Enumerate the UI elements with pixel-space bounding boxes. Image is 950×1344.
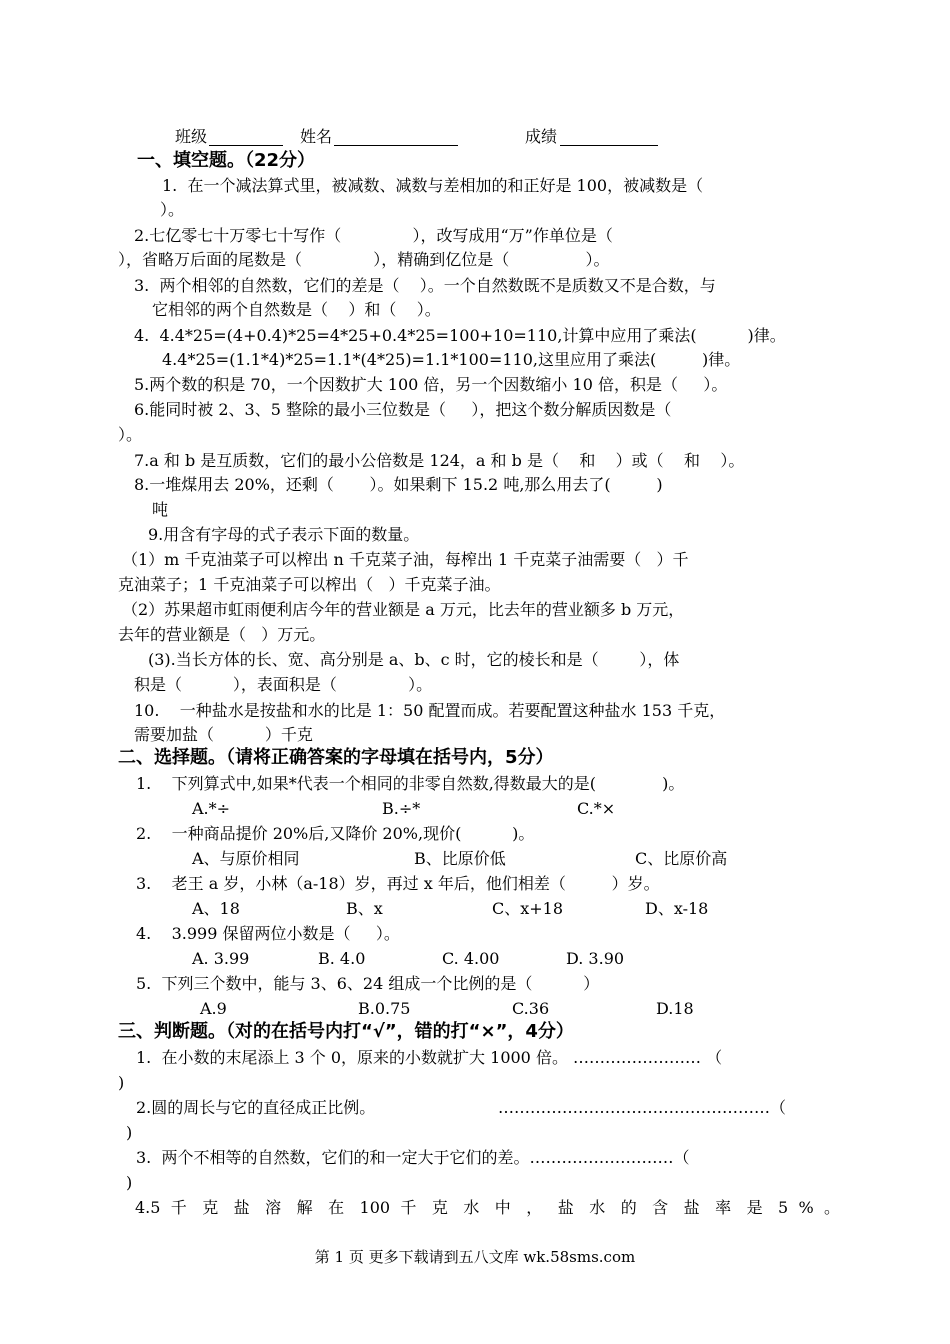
choice-option: D.18 — [656, 999, 694, 1018]
choice-option: D、x-18 — [645, 899, 709, 918]
fill-line: ）。 — [160, 200, 185, 219]
fill-line: 3. 两个相邻的自然数，它们的差是（ ）。一个自然数既不是质数又不是合数，与 — [134, 276, 716, 295]
fill-line: 10. 一种盐水是按盐和水的比是 1：50 配置而成。若要配置这种盐水 153 千克， — [134, 701, 726, 720]
fill-line: 4. 4.4*25=(4+0.4)*25=4*25+0.4*25=100+10=110,计算中应用了乘法( )律。 — [134, 326, 786, 345]
choice-option: B、比原价低 — [414, 849, 506, 868]
judge-line: 3. 两个不相等的自然数，它们的和一定大于它们的差。………………………（ — [136, 1148, 690, 1167]
page-footer: 第 1 页 更多下载请到五八文库 wk.58sms.com — [314, 1248, 636, 1266]
section-fill-title: 一、填空题。（22分） — [137, 150, 316, 171]
fill-line: 积是（ ），表面积是（ ）。 — [134, 675, 433, 694]
fill-line: 7.a 和 b 是互质数，它们的最小公倍数是 124，a 和 b 是（ 和 ）或（ 和 ）。 — [134, 451, 745, 470]
judge-line: 4.5 千 克 盐 溶 解 在 100 千 克 水 中 ， 盐 水 的 含 盐 率 是 5 % 。 — [135, 1198, 840, 1217]
fill-line: ），省略万后面的尾数是（ ），精确到亿位是（ ）。 — [118, 250, 610, 269]
fill-line: 4.4*25=(1.1*4)*25=1.1*(4*25)=1.1*100=110,这里应用了乘法( )律。 — [162, 350, 741, 369]
choice-option: C、x+18 — [492, 899, 564, 918]
choice-question: 3. 老王 a 岁，小林（a-18）岁，再过 x 年后，他们相差（ ）岁。 — [136, 874, 660, 893]
choice-option: A.*÷ — [192, 799, 231, 818]
choice-option: D. 3.90 — [566, 949, 625, 968]
choice-option: A. 3.99 — [192, 949, 250, 968]
fill-line: 1. 在一个减法算式里，被减数、减数与差相加的和正好是 100，被减数是（ — [162, 176, 704, 195]
fill-line: 9.用含有字母的式子表示下面的数量。 — [148, 525, 420, 544]
choice-option: A.9 — [200, 999, 227, 1018]
fill-line: 它相邻的两个自然数是（ ）和（ ）。 — [152, 300, 441, 319]
judge-line: ) — [118, 1073, 125, 1092]
choice-question: 1. 下列算式中,如果*代表一个相同的非零自然数,得数最大的是( )。 — [136, 774, 685, 793]
name-blank[interactable] — [334, 145, 458, 146]
fill-line: 需要加盐（ ）千克 — [134, 725, 313, 744]
judge-line: 2.圆的周长与它的直径成正比例。 — [136, 1098, 376, 1117]
choice-option: C. 4.00 — [442, 949, 500, 968]
fill-line: 6.能同时被 2、3、5 整除的最小三位数是（ ），把这个数分解质因数是（ — [134, 400, 672, 419]
section-judge-title: 三、判断题。（对的在括号内打“√”，错的打“×”，4分） — [118, 1021, 574, 1042]
fill-line: 5.两个数的积是 70，一个因数扩大 100 倍，另一个因数缩小 10 倍，积是（ ）。 — [134, 375, 728, 394]
fill-line: （2）苏果超市虹雨便利店今年的营业额是 a 万元，比去年的营业额多 b 万元， — [122, 600, 685, 619]
class-label: 班级 — [175, 127, 208, 146]
choice-option: C.*× — [577, 799, 616, 818]
fill-line: 克油菜子；1 千克油菜子可以榨出（ ）千克菜子油。 — [118, 575, 501, 594]
fill-line: 吨 — [152, 500, 169, 519]
fill-line: （1）m 千克油菜子可以榨出 n 千克菜子油，每榨出 1 千克菜子油需要（ ）千 — [122, 550, 689, 569]
choice-option: B.0.75 — [358, 999, 411, 1018]
choice-question: 5. 下列三个数中，能与 3、6、24 组成一个比例的是（ ） — [136, 974, 600, 993]
judge-line: ) — [126, 1173, 133, 1192]
fill-line: 去年的营业额是（ ）万元。 — [118, 625, 326, 644]
fill-line: 8.一堆煤用去 20%，还剩（ ）。如果剩下 15.2 吨,那么用去了( ) — [134, 475, 663, 494]
choice-option: C、比原价高 — [635, 849, 728, 868]
choice-option: B.÷* — [382, 799, 421, 818]
judge-line: ……………………………………………（ — [498, 1098, 787, 1117]
choice-option: A、18 — [192, 899, 240, 918]
choice-option: B、x — [346, 899, 383, 918]
section-choice-title: 二、选择题。（请将正确答案的字母填在括号内，5分） — [118, 747, 554, 768]
choice-option: A、与原价相同 — [192, 849, 300, 868]
fill-line: (3).当长方体的长、宽、高分别是 a、b、c 时，它的棱长和是（ ），体 — [148, 650, 680, 669]
class-blank[interactable] — [209, 145, 283, 146]
judge-line: 1. 在小数的末尾添上 3 个 0，原来的小数就扩大 1000 倍。 …………………… （ — [136, 1048, 723, 1067]
judge-line: ) — [126, 1123, 133, 1142]
score-blank[interactable] — [560, 145, 658, 146]
score-label: 成绩 — [525, 127, 558, 146]
fill-line: 2.七亿零七十万零七十写作（ ），改写成用“万”作单位是（ — [134, 226, 613, 245]
choice-option: C.36 — [512, 999, 550, 1018]
fill-line: ）。 — [118, 425, 143, 444]
choice-question: 4. 3.999 保留两位小数是（ ）。 — [136, 924, 400, 943]
choice-question: 2. 一种商品提价 20%后,又降价 20%,现价( )。 — [136, 824, 535, 843]
name-label: 姓名 — [300, 127, 333, 146]
choice-option: B. 4.0 — [318, 949, 366, 968]
